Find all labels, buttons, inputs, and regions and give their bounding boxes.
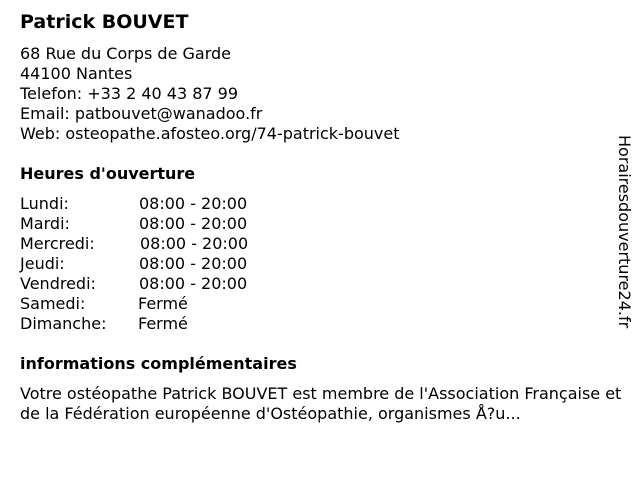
website-url: Web: osteopathe.afosteo.org/74-patrick-bouvet (20, 124, 400, 143)
day-hours: 08:00 - 20:00 (139, 274, 248, 293)
day-hours: 08:00 - 20:00 (140, 234, 249, 253)
hours-row-monday (20, 194, 280, 214)
hours-row-tuesday (20, 214, 280, 234)
email-address: Email: patbouvet@wanadoo.fr (20, 104, 263, 123)
day-label: Vendredi: (20, 274, 96, 293)
day-hours: 08:00 - 20:00 (139, 214, 248, 233)
address-line-2: 44100 Nantes (20, 64, 133, 83)
day-label: Jeudi: (20, 254, 65, 273)
additional-info-text: Votre ostéopathe Patrick BOUVET est membre de l'Association Française et de la Fédération européenne d'Ostéopathie, organismes Å?u... (20, 384, 622, 423)
day-label: Mardi: (20, 214, 70, 233)
address-line-1: 68 Rue du Corps de Garde (20, 44, 231, 63)
contact-block (20, 44, 400, 144)
hours-row-saturday (20, 294, 280, 314)
business-name: Patrick BOUVET (20, 11, 189, 33)
day-label: Lundi: (20, 194, 69, 213)
hours-row-friday (20, 274, 280, 294)
hours-row-sunday (20, 314, 280, 334)
day-label: Samedi: (20, 294, 86, 313)
hours-row-thursday (20, 254, 280, 274)
additional-info-heading: informations complémentaires (20, 354, 297, 373)
day-hours: Fermé (138, 314, 188, 333)
opening-hours-heading: Heures d'ouverture (20, 164, 196, 183)
hours-row-wednesday (20, 234, 280, 254)
day-label: Mercredi: (20, 234, 95, 253)
phone-number: Telefon: +33 2 40 43 87 99 (20, 84, 239, 103)
day-hours: 08:00 - 20:00 (139, 194, 248, 213)
day-label: Dimanche: (20, 314, 107, 333)
day-hours: 08:00 - 20:00 (139, 254, 248, 273)
site-watermark: Horairesdouverture24.fr (615, 135, 634, 329)
opening-hours-table (20, 194, 280, 334)
day-hours: Fermé (138, 294, 188, 313)
